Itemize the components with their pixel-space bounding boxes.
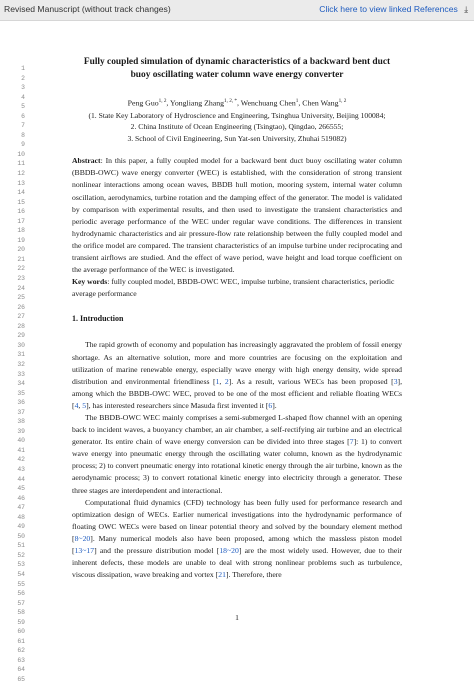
author-affiliation-marker: 1 <box>295 98 299 105</box>
line-number: 44 <box>17 475 25 483</box>
line-number: 32 <box>17 360 25 368</box>
line-number: 64 <box>17 666 25 674</box>
line-number: 59 <box>17 618 25 626</box>
line-number: 52 <box>17 551 25 559</box>
line-number: 36 <box>17 399 25 407</box>
citation-link[interactable]: 7 <box>349 437 354 447</box>
affiliation-line: 2. China Institute of Ocean Engineering (Tsingtao), Qingdao, 266555; <box>130 122 344 132</box>
affiliation-line: (1. State Key Laboratory of Hydroscience and Engineering, Tsinghua University, Beijing 100084; <box>88 111 386 120</box>
abstract <box>72 155 402 276</box>
line-number: 9 <box>21 141 25 149</box>
paper-title <box>72 56 402 82</box>
line-number: 6 <box>21 112 25 120</box>
line-number: 39 <box>17 427 25 435</box>
author-list: Peng Guo$^{1, 2}$, Yongliang Zhang$^{1, 2, *}$, Wenchuang Chen$^1$, Chen Wang$^{1, 2}$ <box>127 98 347 108</box>
line-number: 12 <box>17 170 25 178</box>
line-number: 16 <box>17 208 25 216</box>
line-number: 56 <box>17 590 25 598</box>
line-number: 14 <box>17 189 25 197</box>
line-number: 63 <box>17 656 25 664</box>
line-number: 31 <box>17 351 25 359</box>
line-number: 2 <box>21 74 25 82</box>
line-numbers <box>7 64 25 685</box>
view-linked-references-label: Click here to view linked References <box>319 4 458 14</box>
line-number: 4 <box>21 93 25 101</box>
keywords <box>72 276 402 300</box>
line-number: 62 <box>17 647 25 655</box>
manuscript-status-label: Revised Manuscript (without track changes) <box>4 4 171 14</box>
author-name: Wenchuang Chen <box>240 99 296 108</box>
citation-link[interactable]: 6 <box>268 400 273 410</box>
line-number: 20 <box>17 246 25 254</box>
intro-paragraph: Computational fluid dynamics (CFD) technology has been fully used for performance research and optimization design of WECs. Earlier numerical investigations into the hydrodynamic performance of floating OWC WECs were based on linear potential theory and solved by the boundary element method [8~20]. Many numerical models also have been proposed, among which the massless piston model [13~17] and the pressure distribution model [18~20] are the most widely used. However, due to their inherent defects, these models are unable to deal with strong nonlinear problems such as turbulence, viscous dissipation, wave breaking and vortex [21]. Therefore, there <box>72 497 402 580</box>
line-number: 47 <box>17 504 25 512</box>
page-number: 1 <box>235 613 239 622</box>
line-number: 48 <box>17 513 25 521</box>
line-number: 37 <box>17 408 25 416</box>
line-number: 22 <box>17 265 25 273</box>
affiliation-line: 3. School of Civil Engineering, Sun Yat-sen University, Zhuhai 519082) <box>127 133 347 143</box>
line-number: 19 <box>17 236 25 244</box>
author-name: Chen Wang <box>302 99 339 108</box>
download-icon[interactable]: ⤓ <box>464 4 468 14</box>
abstract-text: : In this paper, a fully coupled model for a backward bent duct buoy oscillating water column (BBDB-OWC) wave energy converter (WEC) is established, with the consideration of strong transient nonlinear interactions among ocean waves, BBDB hull motion, mooring system, internal water column oscillation, aerodynamics, turbine rotation and the damping effect of the generator. The model is validated by comparison with experimental results, and then used to investigate the transient characteristics and periodic average performance of the WEC under regular wave conditions. The differences in transient hydrodynamic characteristics and air pressure-flow rate relationship between the fully coupled model and the orifice model are compared. The transient characteristics of an impulse turbine under reciprocating and transient airflows are studied. And the effect of wave period, wave height and load torque coefficient on the average performance of the WEC is investigated. <box>72 156 402 275</box>
author-name: Peng Guo <box>127 99 159 108</box>
line-number: 33 <box>17 370 25 378</box>
author-affiliation-marker: 1, 2 <box>338 98 347 105</box>
citation-link[interactable]: 4 <box>74 400 79 410</box>
line-number: 41 <box>17 446 25 454</box>
author-affiliation-marker: 1, 2, * <box>224 98 237 105</box>
line-number: 43 <box>17 465 25 473</box>
citation-link[interactable]: 2 <box>224 376 229 386</box>
author-affiliation-marker: 1, 2 <box>158 98 167 105</box>
line-number: 15 <box>17 198 25 206</box>
line-number: 21 <box>17 255 25 263</box>
line-number: 27 <box>17 313 25 321</box>
line-number: 24 <box>17 284 25 292</box>
paper-content <box>72 56 402 581</box>
citation-link[interactable]: 8~20 <box>74 533 91 543</box>
line-number: 18 <box>17 227 25 235</box>
line-number: 51 <box>17 542 25 550</box>
line-number: 49 <box>17 523 25 531</box>
line-number: 34 <box>17 380 25 388</box>
line-number: 61 <box>17 637 25 645</box>
line-number: 10 <box>17 150 25 158</box>
line-number: 55 <box>17 580 25 588</box>
keywords-label: Key words <box>72 277 108 287</box>
citation-link[interactable]: 3 <box>393 376 398 386</box>
line-number: 8 <box>21 131 25 139</box>
line-number: 26 <box>17 303 25 311</box>
intro-paragraph: The BBDB-OWC WEC mainly comprises a semi-submerged L-shaped flow channel with an opening back to incident waves, a buoyancy chamber, an air chamber, a self-rectifying air turbine and an electrical generator. Its entire chain of wave energy conversion can be divided into three stages [7]: 1) to convert wave energy into pneumatic energy through the oscillating water column, known as the hydrodynamic process; 2) to convert pneumatic energy into rotational kinetic energy through the air turbine, known as the aerodynamic process; 3) to convert rotational kinetic energy into electricity through a generator. These three stages are interdependent and interactional. <box>72 413 402 495</box>
line-number: 17 <box>17 217 25 225</box>
line-number: 42 <box>17 456 25 464</box>
citation-link[interactable]: 18~20 <box>219 546 239 556</box>
line-number: 60 <box>17 628 25 636</box>
paper-title-line: buoy oscillating water column wave energy converter <box>130 70 344 81</box>
line-number: 23 <box>17 275 25 283</box>
line-number: 29 <box>17 332 25 340</box>
abstract-label: Abstract <box>72 156 101 166</box>
line-number: 53 <box>17 561 25 569</box>
line-number: 38 <box>17 418 25 426</box>
line-number: 30 <box>17 341 25 349</box>
line-number: 65 <box>17 676 25 683</box>
affiliations <box>72 110 402 144</box>
line-number: 28 <box>17 322 25 330</box>
line-number: 45 <box>17 485 25 493</box>
line-number: 58 <box>17 609 25 617</box>
line-number: 5 <box>21 103 25 111</box>
section-heading: 1. Introduction <box>72 314 124 324</box>
citation-link[interactable]: 13~17 <box>74 546 95 556</box>
line-number: 50 <box>17 532 25 540</box>
line-number: 25 <box>17 294 25 302</box>
keywords-text: : fully coupled model, BBDB-OWC WEC, impulse turbine, transient characteristics, periodic average performance <box>72 277 395 299</box>
line-number: 57 <box>17 599 25 607</box>
line-number: 40 <box>17 437 25 445</box>
line-number: 7 <box>21 122 25 130</box>
author-name: Yongliang Zhang <box>170 99 225 108</box>
line-number: 3 <box>21 84 25 92</box>
view-linked-references-link[interactable] <box>319 4 468 15</box>
line-number: 13 <box>17 179 25 187</box>
line-number: 35 <box>17 389 25 397</box>
line-number: 46 <box>17 494 25 502</box>
line-number: 54 <box>17 570 25 578</box>
manuscript-banner <box>0 0 474 21</box>
citation-link[interactable]: 1 <box>215 376 220 386</box>
citation-link[interactable]: 5 <box>82 400 87 410</box>
line-number: 11 <box>17 160 25 168</box>
paper-title-line: Fully coupled simulation of dynamic characteristics of a backward bent duct <box>83 57 391 67</box>
citation-link[interactable]: 21 <box>218 570 226 580</box>
line-number: 1 <box>21 65 25 72</box>
intro-paragraph: The rapid growth of economy and population has increasingly aggravated the problem of fossil energy shortage. As an alternative solution, more and more countries are focusing on the exploitation and utilization of marine renewable energy, especially wave energy with high energy density, wide spread distribution and environmental friendliness [1, 2]. As a result, various WECs has been proposed [3], among which the BBDB-OWC WEC, proved to be one of the most efficient and reliable floating WECs [4, 5], has interested researchers since Masuda first invented it [6]. <box>72 340 403 410</box>
